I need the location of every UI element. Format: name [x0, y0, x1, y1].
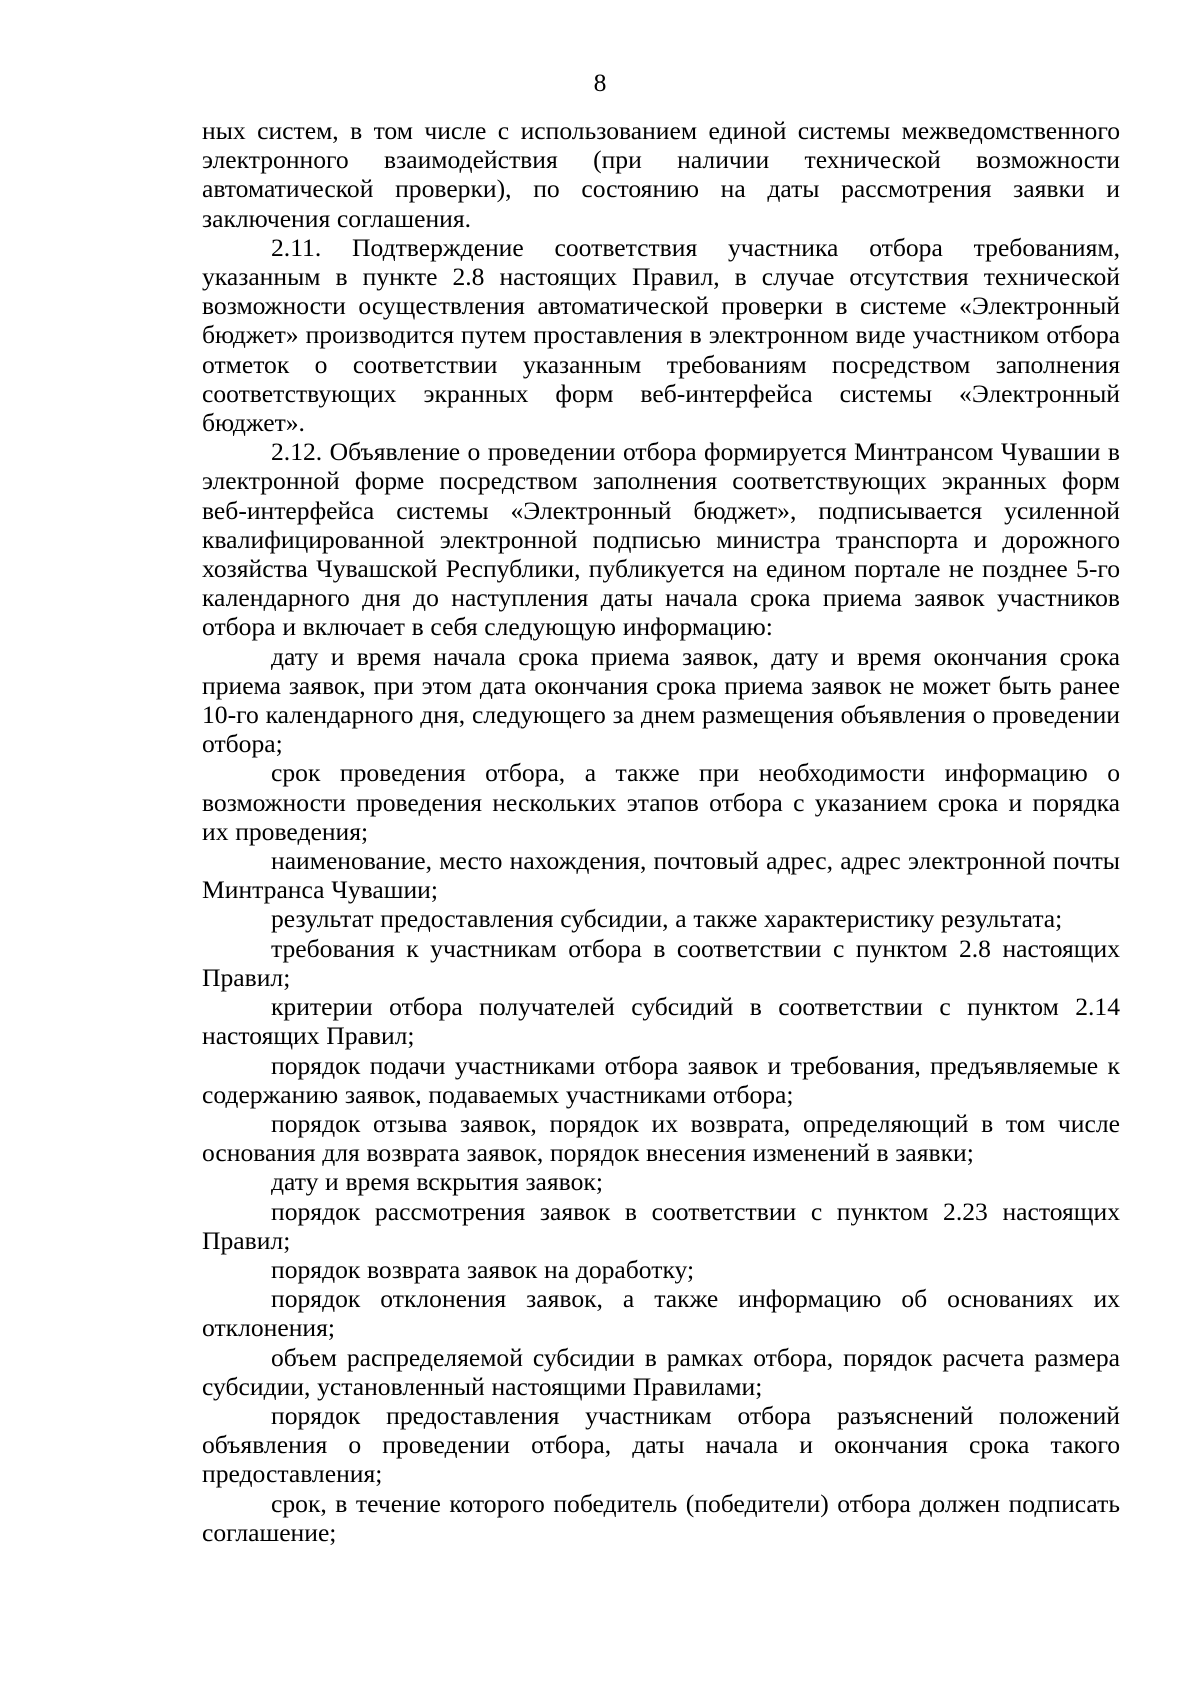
paragraph: срок проведения отбора, а также при необходимости информацию о возможности проведения нескольких этапов отбора с указанием срока и порядка их проведения;	[202, 758, 1120, 846]
paragraph: порядок предоставления участникам отбора разъяснений положений объявления о проведении отбора, даты начала и окончания срока такого предоставления;	[202, 1400, 1120, 1489]
document-body	[202, 116, 1120, 1547]
paragraph: порядок возврата заявок на доработку;	[271, 1254, 695, 1284]
paragraph: наименование, место нахождения, почтовый адрес, адрес электронной почты Минтранса Чувашии;	[202, 846, 1120, 905]
paragraph: дату и время вскрытия заявок;	[271, 1167, 603, 1197]
paragraph: порядок отклонения заявок, а также информацию об основаниях их отклонения;	[202, 1284, 1120, 1343]
paragraph: порядок отзыва заявок, порядок их возврата, определяющий в том числе основания для возврата заявок, порядок внесения изменений в заявки;	[202, 1108, 1120, 1168]
paragraph: ных систем, в том числе с использованием единой системы межведомственного электронного взаимодействия (при наличии технической возможности автоматической проверки), по состоянию на даты рассмотрения заявки и заключения соглашения.	[202, 116, 1120, 233]
paragraph: срок, в течение которого победитель (победители) отбора должен подписать соглашение;	[202, 1488, 1120, 1547]
page-number: 8	[593, 68, 607, 97]
paragraph: порядок рассмотрения заявок в соответствии с пунктом 2.23 настоящих Правил;	[202, 1196, 1120, 1255]
paragraph: 2.12. Объявление о проведении отбора формируется Минтрансом Чувашии в электронной форме посредством заполнения соответствующих экранных форм веб-интерфейса системы «Электронный бюджет», подписывается усиленной квалифицированной электронной подписью министра транспорта и дорожного хозяйства Чувашской Республики, публикуется на едином портале не позднее 5-го календарного дня до наступления даты начала срока приема заявок участников отбора и включает в себя следующую информацию:	[202, 437, 1120, 642]
paragraph: объем распределяемой субсидии в рамках отбора, порядок расчета размера субсидии, установленный настоящими Правилами;	[202, 1342, 1120, 1401]
paragraph: дату и время начала срока приема заявок, дату и время окончания срока приема заявок, при этом дата окончания срока приема заявок не может быть ранее 10-го календарного дня, следующего за днем размещения объявления о проведении отбора;	[202, 641, 1120, 759]
paragraph: требования к участникам отбора в соответствии с пунктом 2.8 настоящих Правил;	[202, 933, 1120, 992]
paragraph: результат предоставления субсидии, а также характеристику результата;	[271, 904, 1063, 934]
paragraph: порядок подачи участниками отбора заявок и требования, предъявляемые к содержанию заявок, подаваемых участниками отбора;	[202, 1050, 1120, 1109]
paragraph: критерии отбора получателей субсидий в соответствии с пунктом 2.14 настоящих Правил;	[202, 992, 1120, 1051]
paragraph: 2.11. Подтверждение соответствия участника отбора требованиям, указанным в пункте 2.8 настоящих Правил, в случае отсутствия технической возможности осуществления автоматической проверки в системе «Электронный бюджет» производится путем проставления в электронном виде участником отбора отметок о соответствии указанным требованиям посредством заполнения соответствующих экранных форм веб-интерфейса системы «Электронный бюджет».	[202, 232, 1120, 438]
